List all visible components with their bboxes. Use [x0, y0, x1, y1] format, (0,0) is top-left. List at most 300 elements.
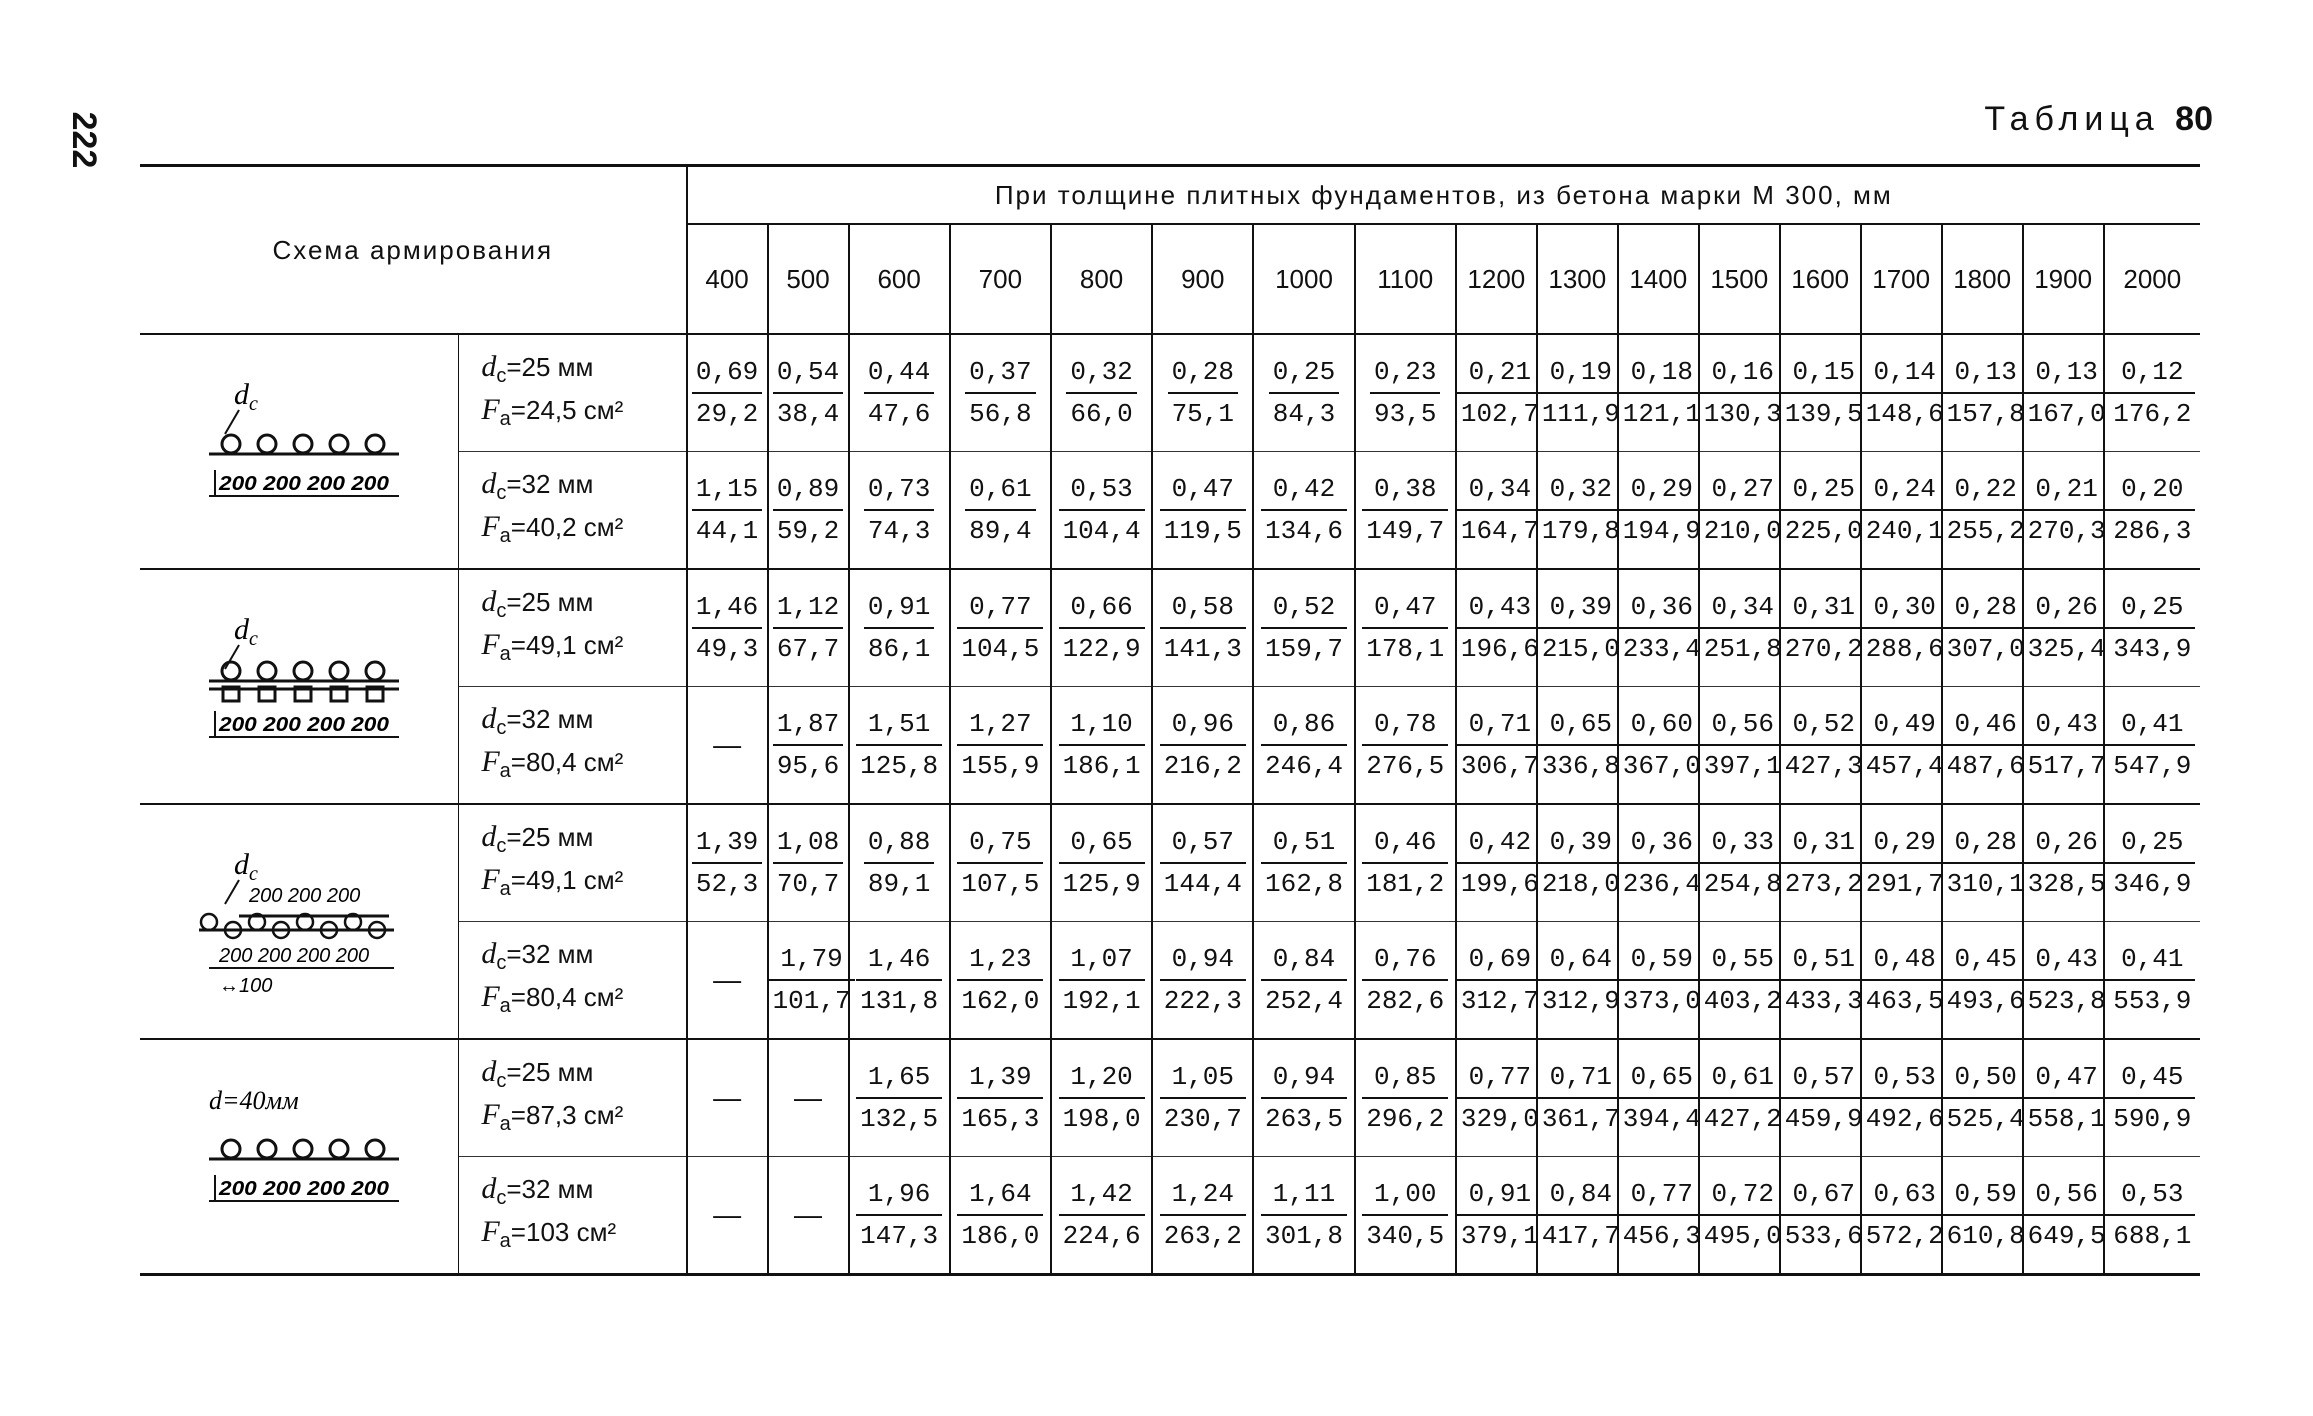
value-cell: [1152, 1157, 1253, 1275]
load-value: 164,7: [1460, 516, 1539, 546]
coefficient-value: 1,46: [692, 587, 762, 629]
thickness-header: 400: [687, 224, 768, 334]
thickness-header: 600: [849, 224, 950, 334]
coefficient-value: 1,42: [1059, 1174, 1145, 1216]
load-value: 147,3: [860, 1221, 939, 1251]
area-label: $F_a=103$ см²: [481, 1215, 617, 1253]
value-cell: [1253, 569, 1354, 687]
fraction-value: [2109, 469, 2195, 551]
coefficient-value: 0,19: [1538, 352, 1624, 394]
load-value: 336,8: [1541, 751, 1620, 781]
load-value: 192,1: [1062, 986, 1141, 1016]
load-value: 433,3: [1784, 986, 1863, 1016]
fraction-value: [692, 822, 762, 904]
coefficient-value: 0,88: [864, 822, 934, 864]
value-cell: [950, 334, 1051, 452]
load-value: 67,7: [776, 634, 840, 664]
coefficient-value: 0,32: [1538, 469, 1624, 511]
coefficient-value: 0,44: [864, 352, 934, 394]
coefficient-value: 0,28: [1168, 352, 1238, 394]
value-cell: [1152, 334, 1253, 452]
load-value: 263,5: [1265, 1104, 1344, 1134]
coefficient-value: 0,69: [1457, 939, 1543, 981]
value-cell: [1152, 1039, 1253, 1157]
reinforcement-scheme-icon: [179, 1069, 419, 1239]
coefficient-value: 0,33: [1700, 822, 1786, 864]
coefficient-value: 0,12: [2109, 352, 2195, 394]
coefficient-value: 1,46: [856, 939, 942, 981]
fraction-value: [1700, 704, 1786, 786]
fraction-value: [1862, 939, 1948, 1021]
load-value: 263,2: [1163, 1221, 1242, 1251]
fraction-value: [1862, 469, 1948, 551]
load-value: 276,5: [1366, 751, 1445, 781]
scheme-offset: ↔100: [219, 975, 273, 997]
empty-dash: —: [713, 963, 742, 995]
coefficient-value: 0,39: [1538, 822, 1624, 864]
load-value: 196,6: [1460, 634, 1539, 664]
fraction-value: [1619, 587, 1705, 669]
value-cell: [2104, 452, 2200, 570]
load-value: 144,4: [1163, 869, 1242, 899]
coefficient-value: 0,89: [773, 469, 843, 511]
scheme-cell: [140, 334, 459, 569]
area-label: $F_a=49,1$ см²: [481, 863, 624, 901]
load-value: 361,7: [1541, 1104, 1620, 1134]
load-value: 523,8: [2027, 986, 2106, 1016]
fraction-value: [1700, 469, 1786, 551]
fraction-value: [1261, 1174, 1347, 1256]
load-value: 52,3: [695, 869, 759, 899]
fraction-value: [773, 587, 843, 669]
parameter-cell: [459, 1157, 687, 1275]
value-cell: [1456, 922, 1537, 1040]
fraction-value: [2109, 352, 2195, 434]
fraction-value: [2109, 1174, 2195, 1256]
load-value: 89,4: [969, 516, 1032, 546]
value-cell: [1699, 569, 1780, 687]
area-label: $F_a=80,4$ см²: [481, 745, 624, 783]
fraction-value: [1619, 704, 1705, 786]
coefficient-value: 0,66: [1059, 587, 1145, 629]
load-value: 255,2: [1946, 516, 2025, 546]
value-cell: [1537, 804, 1618, 922]
fraction-value: [2024, 587, 2110, 669]
load-value: 155,9: [961, 751, 1040, 781]
value-cell: [1942, 1157, 2023, 1275]
value-cell: [950, 1157, 1051, 1275]
value-cell: [1699, 687, 1780, 805]
coefficient-value: 0,25: [1781, 469, 1867, 511]
load-value: 66,0: [1070, 399, 1133, 429]
thickness-header: 1300: [1537, 224, 1618, 334]
empty-dash: —: [713, 1198, 742, 1230]
fraction-value: [957, 939, 1043, 1021]
coefficient-value: 0,63: [1862, 1174, 1948, 1216]
load-value: 44,1: [695, 516, 759, 546]
coefficient-value: 0,47: [1362, 587, 1448, 629]
load-value: 198,0: [1062, 1104, 1141, 1134]
coefficient-value: 0,52: [1261, 587, 1347, 629]
empty-dash: —: [794, 1081, 823, 1113]
load-value: 397,1: [1703, 751, 1782, 781]
fraction-value: [1261, 1057, 1347, 1139]
fraction-value: [692, 352, 762, 434]
fraction-value: [1362, 939, 1448, 1021]
fraction-value: [1059, 1057, 1145, 1139]
load-value: 328,5: [2027, 869, 2106, 899]
diameter-label: $d_c=32$ мм: [481, 1171, 594, 1209]
fraction-value: [1269, 352, 1339, 434]
value-cell: [1152, 452, 1253, 570]
value-cell: [768, 687, 849, 805]
load-value: 270,2: [1784, 634, 1863, 664]
value-cell: [1152, 804, 1253, 922]
thickness-header: 1500: [1699, 224, 1780, 334]
load-value: 29,2: [695, 399, 759, 429]
value-cell: [1618, 334, 1699, 452]
load-value: 553,9: [2113, 986, 2192, 1016]
value-cell: [1051, 1039, 1152, 1157]
fraction-value: [1362, 822, 1448, 904]
value-cell: [1152, 569, 1253, 687]
load-value: 493,6: [1946, 986, 2025, 1016]
coefficient-value: 0,39: [1538, 587, 1624, 629]
coefficient-value: 0,23: [1370, 352, 1440, 394]
coefficient-value: 0,47: [1160, 469, 1246, 511]
value-cell: [1051, 452, 1152, 570]
value-cell: [1355, 1039, 1456, 1157]
fraction-value: [773, 352, 843, 434]
load-value: 254,8: [1703, 869, 1782, 899]
coefficient-value: 0,69: [692, 352, 762, 394]
load-value: 101,7: [772, 986, 851, 1016]
load-value: 517,7: [2027, 751, 2106, 781]
value-cell: [1355, 687, 1456, 805]
fraction-value: [1700, 587, 1786, 669]
value-cell: [687, 922, 768, 1040]
fraction-value: [1781, 587, 1867, 669]
load-value: 49,3: [695, 634, 759, 664]
load-value: 47,6: [867, 399, 931, 429]
load-value: 125,9: [1062, 869, 1141, 899]
load-value: 251,8: [1703, 634, 1782, 664]
coefficient-value: 0,45: [1943, 939, 2029, 981]
value-cell: [2104, 569, 2200, 687]
load-value: 230,7: [1163, 1104, 1242, 1134]
scheme-dims: 200 200 200 200: [219, 945, 370, 967]
coefficient-value: 0,72: [1700, 1174, 1786, 1216]
load-value: 125,8: [860, 751, 939, 781]
coefficient-value: 0,65: [1538, 704, 1624, 746]
fraction-value: [965, 469, 1035, 551]
fraction-value: [1781, 1057, 1867, 1139]
value-cell: [687, 569, 768, 687]
fraction-value: [1457, 352, 1543, 434]
fraction-value: [2109, 1057, 2195, 1139]
area-label: $F_a=80,4$ см²: [481, 980, 624, 1018]
load-value: 102,7: [1460, 399, 1539, 429]
fraction-value: [1160, 822, 1246, 904]
area-label: $F_a=40,2$ см²: [481, 510, 624, 548]
load-value: 139,5: [1784, 399, 1863, 429]
fraction-value: [1943, 469, 2029, 551]
load-value: 59,2: [776, 516, 840, 546]
fraction-value: [1943, 939, 2029, 1021]
coefficient-value: 0,29: [1619, 469, 1705, 511]
fraction-value: [957, 822, 1043, 904]
load-value: 610,8: [1946, 1221, 2025, 1251]
load-value: 210,0: [1703, 516, 1782, 546]
coefficient-value: 0,53: [2109, 1174, 2195, 1216]
coefficient-value: 0,16: [1700, 352, 1786, 394]
value-cell: [1253, 804, 1354, 922]
value-cell: [687, 1039, 768, 1157]
value-cell: [1699, 334, 1780, 452]
fraction-value: [2109, 822, 2195, 904]
fraction-value: [2024, 1057, 2110, 1139]
parameter-cell: [459, 687, 687, 805]
diameter-label: $d_c=32$ мм: [481, 466, 594, 504]
load-value: 216,2: [1163, 751, 1242, 781]
value-cell: [1355, 334, 1456, 452]
coefficient-value: 0,75: [957, 822, 1043, 864]
value-cell: [2104, 922, 2200, 1040]
load-value: 286,3: [2113, 516, 2192, 546]
value-cell: [1355, 1157, 1456, 1275]
coefficient-value: 0,13: [1943, 352, 2029, 394]
fraction-value: [1160, 1057, 1246, 1139]
load-value: 131,8: [860, 986, 939, 1016]
thickness-header: 1100: [1355, 224, 1456, 334]
value-cell: [1618, 804, 1699, 922]
fraction-value: [1261, 469, 1347, 551]
fraction-value: [2024, 822, 2110, 904]
coefficient-value: 0,65: [1619, 1057, 1705, 1099]
coefficient-value: 1,10: [1059, 704, 1145, 746]
load-value: 270,3: [2027, 516, 2106, 546]
coefficient-value: 0,24: [1862, 469, 1948, 511]
coefficient-value: 0,43: [2024, 939, 2110, 981]
fraction-value: [1457, 822, 1543, 904]
fraction-value: [773, 822, 843, 904]
fraction-value: [1538, 1057, 1624, 1139]
empty-dash: —: [713, 1081, 742, 1113]
coefficient-value: 0,46: [1362, 822, 1448, 864]
fraction-value: [1370, 352, 1440, 434]
coefficient-value: 1,05: [1160, 1057, 1246, 1099]
coefficient-value: 1,39: [692, 822, 762, 864]
thickness-header: 2000: [2104, 224, 2200, 334]
load-value: 301,8: [1265, 1221, 1344, 1251]
fraction-value: [1457, 587, 1543, 669]
coefficient-value: 0,55: [1700, 939, 1786, 981]
load-value: 186,1: [1062, 751, 1141, 781]
load-value: 107,5: [961, 869, 1040, 899]
table-row: [140, 804, 2200, 922]
load-value: 148,6: [1865, 399, 1944, 429]
value-cell: [1861, 569, 1942, 687]
value-cell: [849, 1157, 950, 1275]
coefficient-value: 0,42: [1457, 822, 1543, 864]
parameter-cell: [459, 804, 687, 922]
value-cell: [768, 922, 849, 1040]
load-value: 86,1: [867, 634, 931, 664]
coefficient-value: 0,84: [1261, 939, 1347, 981]
load-value: 310,1: [1946, 869, 2025, 899]
coefficient-value: 0,41: [2109, 704, 2195, 746]
fraction-value: [1538, 1174, 1624, 1256]
scheme-cell: [140, 804, 459, 1039]
value-cell: [2104, 687, 2200, 805]
coefficient-value: 0,42: [1261, 469, 1347, 511]
coefficient-value: 0,61: [965, 469, 1035, 511]
value-cell: [1942, 334, 2023, 452]
load-value: 456,3: [1622, 1221, 1701, 1251]
value-cell: [1780, 922, 1861, 1040]
coefficient-value: 0,54: [773, 352, 843, 394]
fraction-value: [1700, 1174, 1786, 1256]
load-value: 306,7: [1460, 751, 1539, 781]
value-cell: [1699, 1157, 1780, 1275]
load-value: 296,2: [1366, 1104, 1445, 1134]
table-row: [140, 334, 2200, 452]
coefficient-value: 0,29: [1862, 822, 1948, 864]
fraction-value: [965, 352, 1035, 434]
fraction-value: [1362, 469, 1448, 551]
coefficient-value: 0,47: [2024, 1057, 2110, 1099]
value-cell: [1699, 922, 1780, 1040]
load-value: 132,5: [860, 1104, 939, 1134]
coefficient-value: 0,37: [965, 352, 1035, 394]
fraction-value: [1862, 352, 1948, 434]
coefficient-value: 1,11: [1261, 1174, 1347, 1216]
reinforcement-scheme-icon: [179, 364, 419, 534]
load-value: 325,4: [2027, 634, 2106, 664]
value-cell: [1253, 1157, 1354, 1275]
fraction-value: [2024, 1174, 2110, 1256]
coefficient-value: 0,56: [1700, 704, 1786, 746]
coefficient-value: 0,43: [1457, 587, 1543, 629]
value-cell: [1355, 922, 1456, 1040]
table-title: Таблица 80: [1984, 100, 2213, 138]
fraction-value: [1619, 822, 1705, 904]
load-value: 167,0: [2027, 399, 2106, 429]
value-cell: [1537, 922, 1618, 1040]
value-cell: [1456, 687, 1537, 805]
value-cell: [768, 334, 849, 452]
coefficient-value: 1,00: [1362, 1174, 1448, 1216]
area-label: $F_a=87,3$ см²: [481, 1098, 624, 1136]
load-value: 225,0: [1784, 516, 1863, 546]
value-cell: [1780, 452, 1861, 570]
coefficient-value: 1,96: [856, 1174, 942, 1216]
fraction-value: [1457, 1174, 1543, 1256]
fraction-value: [1943, 587, 2029, 669]
fraction-value: [1538, 469, 1624, 551]
load-value: 525,4: [1946, 1104, 2025, 1134]
load-value: 533,6: [1784, 1221, 1863, 1251]
coefficient-value: 1,08: [773, 822, 843, 864]
fraction-value: [957, 1057, 1043, 1139]
value-cell: [768, 1039, 849, 1157]
load-value: 688,1: [2113, 1221, 2192, 1251]
load-value: 487,6: [1946, 751, 2025, 781]
load-value: 75,1: [1171, 399, 1234, 429]
coefficient-value: 1,39: [957, 1057, 1043, 1099]
leader-line: [225, 880, 239, 904]
fraction-value: [692, 469, 762, 551]
fraction-value: [1943, 1057, 2029, 1139]
load-value: 111,9: [1541, 399, 1620, 429]
load-value: 403,2: [1703, 986, 1782, 1016]
coefficient-value: 0,86: [1261, 704, 1347, 746]
value-cell: [2104, 804, 2200, 922]
fraction-value: [1059, 822, 1145, 904]
fraction-value: [1538, 939, 1624, 1021]
coefficient-value: 1,20: [1059, 1057, 1145, 1099]
value-cell: [1780, 804, 1861, 922]
load-value: 307,0: [1946, 634, 2025, 664]
thickness-header: 700: [950, 224, 1051, 334]
parameter-cell: [459, 922, 687, 1040]
load-value: 56,8: [969, 399, 1032, 429]
fraction-value: [957, 587, 1043, 669]
load-value: 104,4: [1062, 516, 1141, 546]
fraction-value: [1862, 822, 1948, 904]
scheme-cell: [140, 1039, 459, 1275]
coefficient-value: 0,28: [1943, 822, 2029, 864]
coefficient-value: 1,64: [957, 1174, 1043, 1216]
value-cell: [687, 1157, 768, 1275]
coefficient-value: 0,34: [1457, 469, 1543, 511]
value-cell: [768, 1157, 849, 1275]
fraction-value: [856, 939, 942, 1021]
value-cell: [849, 687, 950, 805]
coefficient-value: 1,24: [1160, 1174, 1246, 1216]
value-cell: [1456, 569, 1537, 687]
value-cell: [950, 687, 1051, 805]
value-cell: [1780, 569, 1861, 687]
value-cell: [1618, 1157, 1699, 1275]
value-cell: [1942, 922, 2023, 1040]
coefficient-value: 0,58: [1160, 587, 1246, 629]
value-cell: [2023, 922, 2104, 1040]
table-row: [140, 1039, 2200, 1157]
scheme-label: d=40мм: [209, 1086, 299, 1115]
fraction-value: [1261, 939, 1347, 1021]
coefficient-value: 0,57: [1160, 822, 1246, 864]
diameter-label: $d_c=25$ мм: [481, 584, 594, 622]
coefficient-value: 1,51: [856, 704, 942, 746]
load-value: 457,4: [1865, 751, 1944, 781]
fraction-value: [1538, 822, 1624, 904]
value-cell: [1051, 569, 1152, 687]
parameter-cell: [459, 569, 687, 687]
reinforcement-scheme-icon: [179, 834, 419, 1004]
value-cell: [1051, 1157, 1152, 1275]
coefficient-value: 0,30: [1862, 587, 1948, 629]
coefficient-value: 1,12: [773, 587, 843, 629]
value-cell: [849, 922, 950, 1040]
fraction-value: [2024, 352, 2110, 434]
thickness-header: 1800: [1942, 224, 2023, 334]
value-cell: [1253, 1039, 1354, 1157]
fraction-value: [1781, 1174, 1867, 1256]
fraction-value: [1362, 1057, 1448, 1139]
value-cell: [1780, 687, 1861, 805]
value-cell: [1537, 1157, 1618, 1275]
